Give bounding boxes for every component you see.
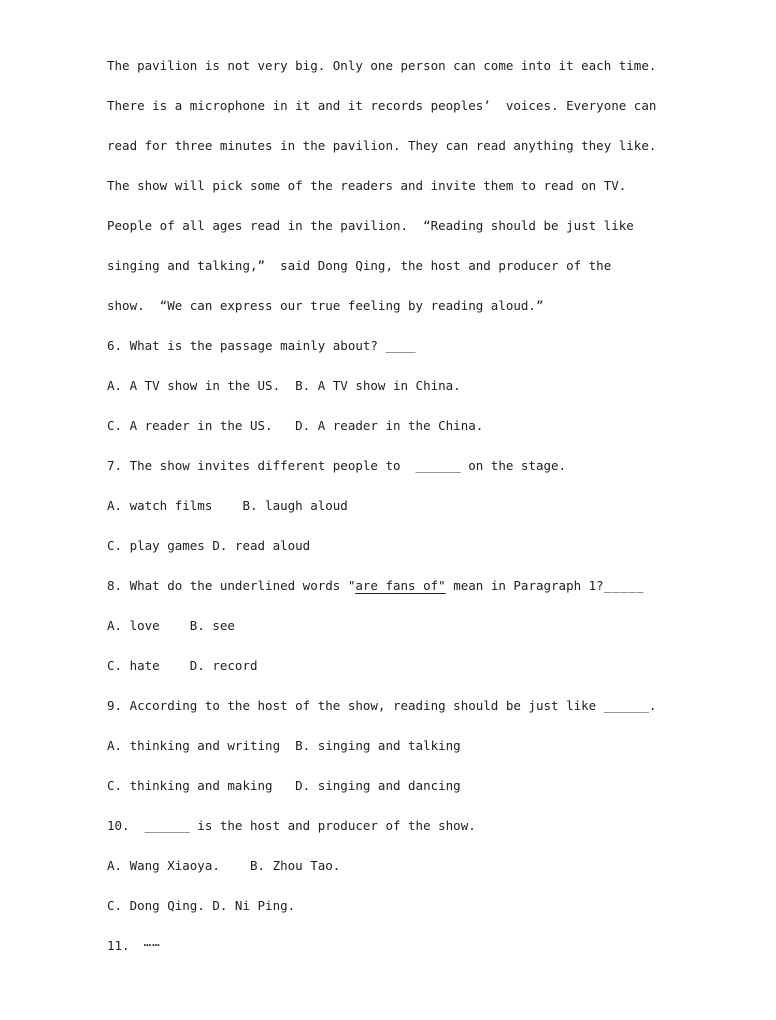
option-row: C. Dong Qing. D. Ni Ping. xyxy=(107,898,296,913)
option-row: C. A reader in the US. D. A reader in the China. xyxy=(107,418,484,433)
option-row: A. love B. see xyxy=(107,618,235,633)
question-11 xyxy=(107,926,776,966)
option-row: A. watch films B. laugh aloud xyxy=(107,498,348,513)
question-number: 11. xyxy=(107,938,130,953)
passage-line: People of all ages read in the pavilion. “Reading should be just like xyxy=(107,218,634,233)
option-row: A. A TV show in the US. B. A TV show in China. xyxy=(107,378,461,393)
question-text: 9. According to the host of the show, reading should be just like ______. xyxy=(107,698,657,713)
underlined-phrase: are fans of" xyxy=(355,578,446,593)
option-row: C. hate D. record xyxy=(107,658,258,673)
passage-line: show. “We can express our true feeling by reading aloud.” xyxy=(107,298,544,313)
question-8 xyxy=(107,566,776,686)
passage-line: The show will pick some of the readers and invite them to read on TV. xyxy=(107,178,627,193)
ellipsis-placeholder: …… xyxy=(143,934,161,949)
question-10 xyxy=(107,806,776,926)
passage-line: read for three minutes in the pavilion. They can read anything they like. xyxy=(107,138,657,153)
question-text: 10. ______ is the host and producer of the show. xyxy=(107,818,476,833)
question-text-prefix: 8. What do the underlined words " xyxy=(107,578,356,593)
option-row: A. thinking and writing B. singing and talking xyxy=(107,738,461,753)
question-text-suffix: mean in Paragraph 1? xyxy=(445,578,604,593)
question-text: 6. What is the passage mainly about? ____ xyxy=(107,338,416,353)
reading-passage xyxy=(107,46,776,326)
answer-blank: _____ xyxy=(603,578,644,593)
option-row: C. thinking and making D. singing and dancing xyxy=(107,778,461,793)
passage-line: singing and talking,” said Dong Qing, the host and producer of the xyxy=(107,258,612,273)
passage-line: The pavilion is not very big. Only one person can come into it each time. xyxy=(107,58,657,73)
question-text xyxy=(107,566,776,606)
option-row: A. Wang Xiaoya. B. Zhou Tao. xyxy=(107,858,341,873)
option-row: C. play games D. read aloud xyxy=(107,538,311,553)
question-text xyxy=(107,926,776,966)
passage-line: There is a microphone in it and it records peoples’ voices. Everyone can xyxy=(107,98,657,113)
question-9 xyxy=(107,686,776,806)
question-text: 7. The show invites different people to ______ on the stage. xyxy=(107,458,567,473)
question-7 xyxy=(107,446,776,566)
question-6 xyxy=(107,326,776,446)
